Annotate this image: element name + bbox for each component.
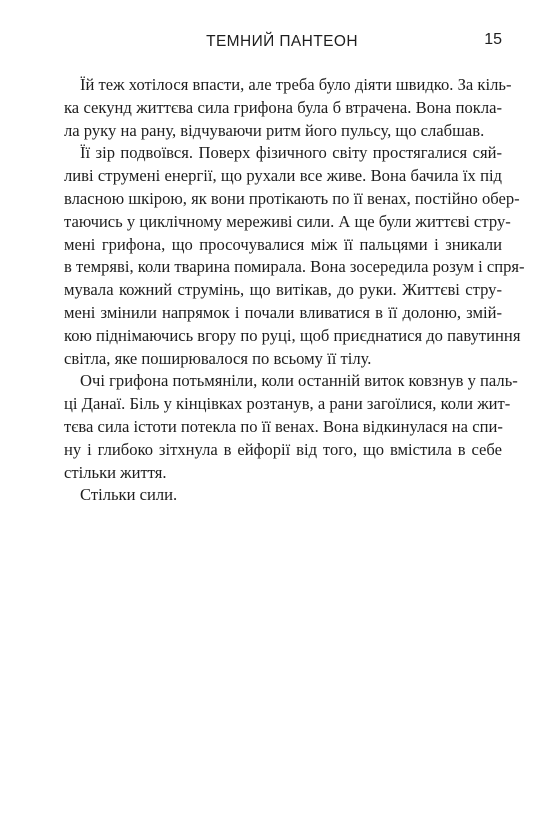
text-line: Стільки сили. (80, 485, 178, 505)
text-line: світла, яке поширювалося по всьому її тілу. (64, 348, 372, 368)
text-line: кою піднімаючись вгору по руці, щоб приєднатися до павутиння (64, 325, 521, 345)
text-line: тєва сила істоти потекла по її венах. Вона відкинулася на спи- (64, 416, 503, 436)
text-line: таючись у циклічному мереживі сили. А ще були життєві стру- (64, 211, 511, 231)
text-line: мені змінили напрямок і почали вливатися в її долоню, змій- (64, 302, 502, 322)
text-line: ці Данаї. Біль у кінцівках розтанув, а рани загоїлися, коли жит- (64, 394, 511, 414)
body-text (64, 74, 525, 507)
chapter-title: ТЕМНИЙ ПАНТЕОН (206, 33, 358, 50)
paragraph-2 (64, 142, 525, 370)
paragraph-1 (64, 74, 512, 142)
text-line: мені грифона, що просочувалися між її пальцями і зникали (64, 234, 502, 254)
text-line: ливі струмені енергії, що рухали все живе. Вона бачила їх під (64, 166, 502, 186)
text-line: стільки життя. (64, 462, 167, 482)
text-line: ка секунд життєва сила грифона була б втрачена. Вона покла- (64, 97, 502, 117)
paragraph-4 (64, 484, 502, 507)
text-line: Їй теж хотілося впасти, але треба було діяти швидко. За кіль- (80, 75, 512, 94)
text-line: Її зір подвоївся. Поверх фізичного світу простягалися сяй- (80, 143, 502, 163)
page-number: 15 (484, 31, 502, 48)
running-header (64, 33, 500, 53)
text-line: Очі грифона потьмяніли, коли останній виток ковзнув у паль- (80, 371, 518, 391)
paragraph-3 (64, 370, 518, 484)
text-line: мувала кожний струмінь, що витікав, до руки. Життєві стру- (64, 280, 502, 300)
text-line: ну і глибоко зітхнула в ейфорії від того, що вмістила в себе (64, 439, 502, 459)
text-line: в темряві, коли тварина помирала. Вона зосередила розум і спря- (64, 257, 525, 277)
text-line: власною шкірою, як вони протікають по її венах, постійно обер- (64, 188, 520, 208)
text-line: ла руку на рану, відчуваючи ритм його пульсу, що слабшав. (64, 120, 485, 140)
